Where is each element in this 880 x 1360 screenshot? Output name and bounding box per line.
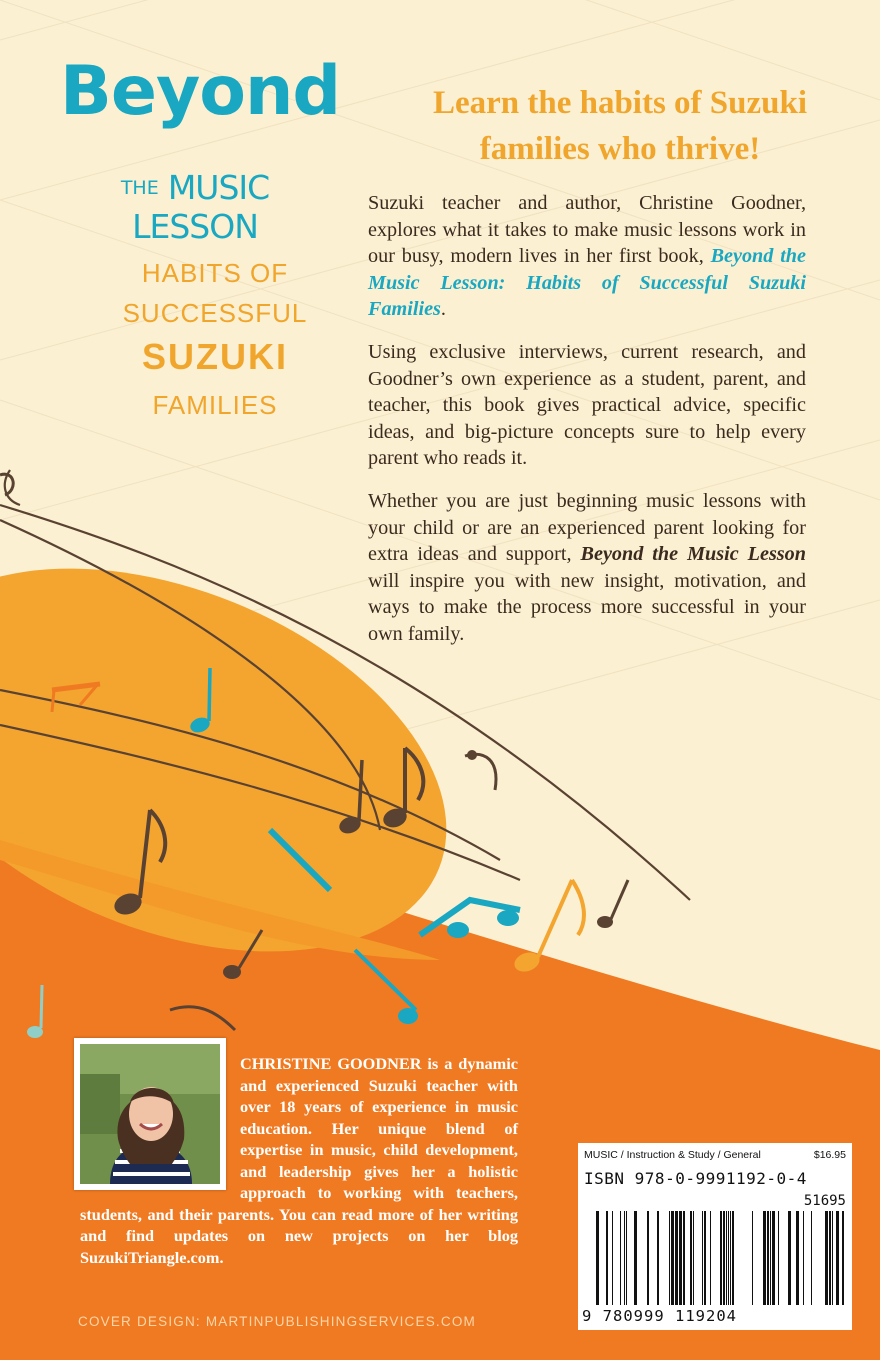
subtitle-line-3: SUZUKI	[142, 336, 288, 377]
barcode-bar	[657, 1211, 659, 1305]
barcode-bar	[772, 1211, 775, 1305]
p3-end: will inspire you with new insight, motivation, and ways to make the process more successful in your own family.	[368, 569, 806, 645]
description	[368, 190, 806, 664]
price: $16.95	[813, 1149, 846, 1161]
barcode-bar	[767, 1211, 769, 1305]
price-addon-code: 51695	[803, 1193, 846, 1209]
barcode-bar	[720, 1211, 722, 1305]
logo-the: THE	[120, 176, 159, 199]
barcode-bar	[770, 1211, 771, 1305]
bisac-category: MUSIC / Instruction & Study / General	[584, 1149, 761, 1161]
tagline-line-2: families who thrive!	[479, 131, 761, 167]
barcode-bar	[778, 1211, 779, 1305]
barcode-bar	[624, 1211, 625, 1305]
barcode-bar	[596, 1211, 599, 1305]
author-bio	[80, 1053, 518, 1268]
barcode-bar	[690, 1211, 692, 1305]
subtitle-line-2: SUCCESSFUL	[122, 298, 308, 328]
barcode-bar	[634, 1211, 637, 1305]
tagline-line-1: Learn the habits of Suzuki	[432, 85, 808, 121]
barcode-bar	[811, 1211, 812, 1305]
barcode-bar	[842, 1211, 844, 1305]
description-paragraph-2: Using exclusive interviews, current research, and Goodner’s own experience as a student, parent, and teacher, this book gives practical advice, specific ideas, and big-picture concepts sure to help every parent who reads it.	[368, 340, 806, 470]
barcode-bar	[832, 1211, 833, 1305]
barcode-bar	[732, 1211, 734, 1305]
logo-music-lesson: MUSIC LESSON	[132, 168, 270, 246]
barcode-box	[578, 1143, 852, 1330]
p1-end: .	[440, 298, 446, 321]
subtitle-line-1: HABITS OF	[141, 258, 289, 288]
barcode-bars	[596, 1211, 782, 1305]
barcode-bar	[620, 1211, 621, 1305]
barcode-bar	[612, 1211, 613, 1305]
bio-photo-spacer	[80, 1053, 240, 1203]
logo-subtitle	[60, 168, 330, 246]
description-paragraph-3	[368, 488, 806, 648]
p1-text: Suzuki teacher and author, Christine Goodner, explores what it takes to make music lessons work in our busy, modern lives in her first book,	[368, 192, 806, 268]
barcode-bar	[679, 1211, 682, 1305]
barcode-bar	[702, 1211, 703, 1305]
barcode-bar	[693, 1211, 694, 1305]
barcode-bar	[669, 1211, 670, 1305]
isbn-label: ISBN 978-0-9991192-0-4	[584, 1169, 807, 1188]
subtitle-line-4: FAMILIES	[152, 390, 278, 420]
description-paragraph-1	[368, 190, 806, 323]
barcode-bar	[803, 1211, 804, 1305]
barcode-bar	[836, 1211, 839, 1305]
barcode-bar	[763, 1211, 766, 1305]
barcode-bar	[723, 1211, 725, 1305]
barcode-bar	[710, 1211, 711, 1305]
barcode-bar	[726, 1211, 727, 1305]
barcode-bar	[728, 1211, 729, 1305]
barcode-addon-bars	[788, 1211, 846, 1305]
author-name: CHRISTINE GOODNER	[240, 1054, 422, 1073]
barcode-bar	[752, 1211, 753, 1305]
barcode-bar	[626, 1211, 627, 1305]
tagline	[380, 80, 860, 172]
barcode-bar	[683, 1211, 685, 1305]
barcode-bar	[671, 1211, 674, 1305]
p3-book-title: Beyond the Music Lesson	[580, 543, 806, 566]
barcode-bar	[606, 1211, 608, 1305]
barcode-bar	[675, 1211, 678, 1305]
barcode-bar	[788, 1211, 791, 1305]
p3-text: Whether you are just beginning music lessons with your child or are an experienced parent looking for extra ideas and support,	[368, 489, 806, 566]
bio-text: is a dynamic and experienced Suzuki teacher with over 18 years of experience in music education. Her unique blend of expertise in music, child development, and leadership gives her a holistic approach to working with teachers, students, and their parents. You can read more of her writing and find updates on new projects on her blog SuzukiTriangle.com.	[80, 1054, 518, 1267]
barcode-bar	[829, 1211, 831, 1305]
barcode-bar	[730, 1211, 731, 1305]
barcode-bar	[704, 1211, 706, 1305]
barcode-bar	[647, 1211, 649, 1305]
barcode-bar	[825, 1211, 828, 1305]
barcode-bar	[796, 1211, 799, 1305]
logo-title: Beyond	[60, 52, 341, 131]
ean-number: 9 780999 119204	[582, 1307, 737, 1325]
cover-design-credit: COVER DESIGN: MARTINPUBLISHINGSERVICES.COM	[78, 1314, 476, 1329]
p1-book-title: Beyond the Music Lesson: Habits of Successful Suzuki Families	[368, 245, 806, 321]
